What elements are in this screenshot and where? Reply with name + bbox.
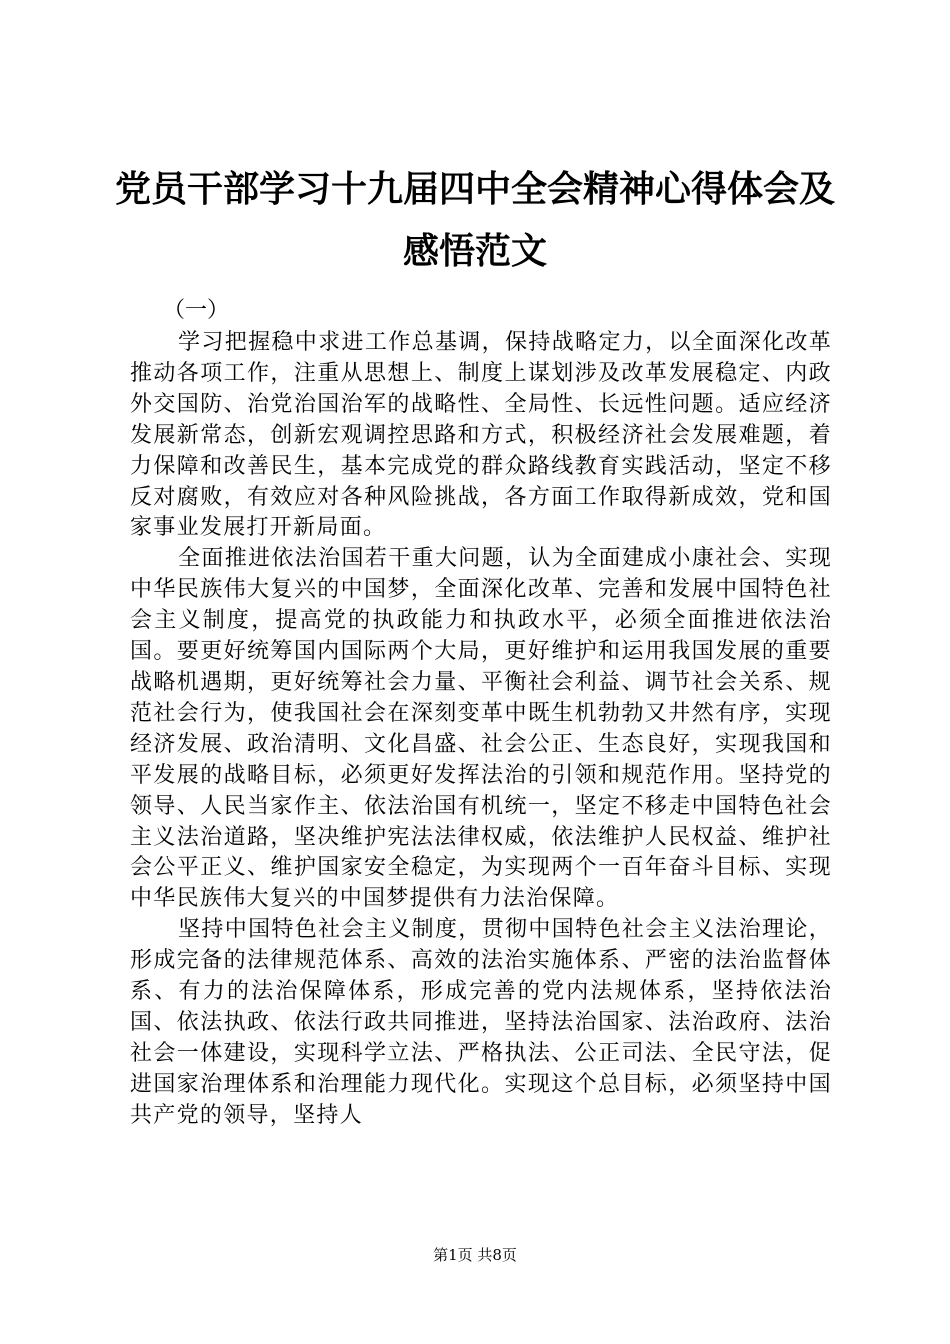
document-title (100, 158, 850, 282)
paragraph-3: 坚持中国特色社会主义制度，贯彻中国特色社会主义法治理论，形成完备的法律规范体系、高效的法治实施体系、严密的法治监督体系、有力的法治保障体系，形成完善的党内法规体系，坚持依法治国、依法执政、依法行政共同推进，坚持法治国家、法治政府、法治社会一体建设，实现科学立法、严格执法、公正司法、全民守法，促进国家治理体系和治理能力现代化。实现这个总目标，必须坚持中国共产党的领导，坚持人 (130, 917, 832, 1128)
paragraph-2: 全面推进依法治国若干重大问题，认为全面建成小康社会、实现中华民族伟大复兴的中国梦，全面深化改革、完善和发展中国特色社会主义制度，提高党的执政能力和执政水平，必须全面推进依法治国。要更好统筹国内国际两个大局，更好维护和运用我国发展的重要战略机遇期，更好统筹社会力量、平衡社会利益、调节社会关系、规范社会行为，使我国社会在深刻变革中既生机勃勃又井然有序，实现经济发展、政治清明、文化昌盛、社会公正、生态良好，实现我国和平发展的战略目标，必须更好发挥法治的引领和规范作用。坚持党的领导、人民当家作主、依法治国有机统一，坚定不移走中国特色社会主义法治道路，坚决维护宪法法律权威，依法维护人民权益、维护社会公平正义、维护国家安全稳定，为实现两个一百年奋斗目标、实现中华民族伟大复兴的中国梦提供有力法治保障。 (130, 546, 832, 912)
title-line-1: 党员干部学习十九届四中全会精神心得体会及 (114, 168, 835, 210)
section-label: （一） (163, 298, 230, 323)
page-footer: 第1页 共8页 (433, 1246, 517, 1264)
body-text (130, 328, 832, 1132)
title-line-2: 感悟范文 (402, 230, 547, 272)
paragraph-1: 学习把握稳中求进工作总基调，保持战略定力，以全面深化改革推动各项工作，注重从思想上、制度上谋划涉及改革发展稳定、内政外交国防、治党治国治军的战略性、全局性、长远性问题。适应经济发展新常态，创新宏观调控思路和方式，积极经济社会发展难题，着力保障和改善民生，基本完成党的群众路线教育实践活动，坚定不移反对腐败，有效应对各种风险挑战，各方面工作取得新成效，党和国家事业发展打开新局面。 (130, 330, 832, 541)
